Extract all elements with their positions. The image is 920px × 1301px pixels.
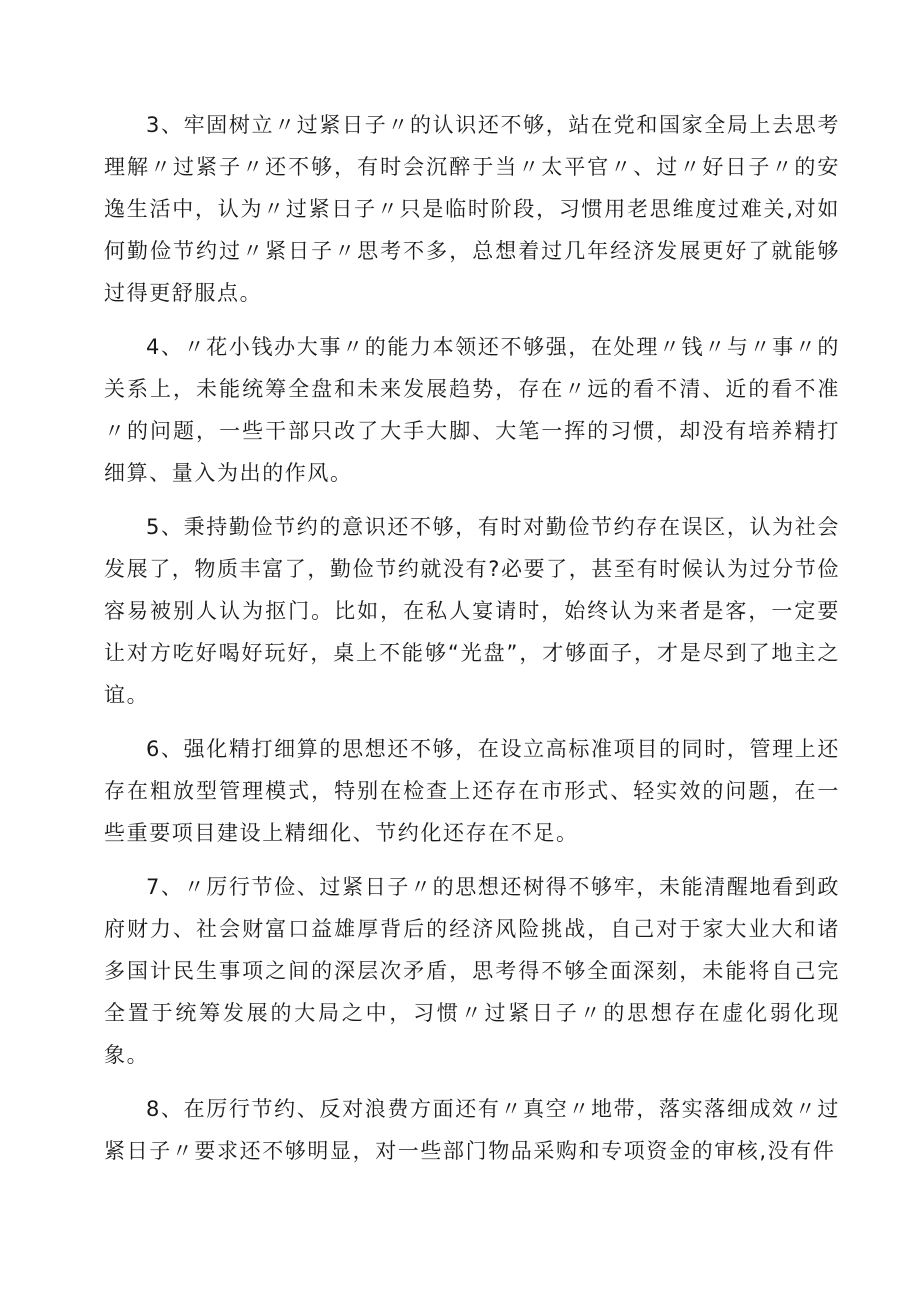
document-body	[104, 104, 840, 1184]
paragraph-3: 3、牢固树立〃过紧日子〃的认识还不够，站在党和国家全局上去思考理解〃过紧子〃还不够，有时会沉醉于当〃太平官〃、过〃好日子〃的安逸生活中，认为〃过紧日子〃只是临时阶段，习惯用老思维度过难关,对如何勤俭节约过〃紧日子〃思考不多，总想着过几年经济发展更好了就能够过得更舒服点。	[104, 113, 840, 305]
paragraph-6: 6、强化精打细算的思想还不够，在设立高标准项目的同时，管理上还存在粗放型管理模式，特别在检查上还存在市形式、轻实效的问题，在一些重要项目建设上精细化、节约化还存在不足。	[104, 737, 840, 845]
paragraph-5: 5、秉持勤俭节约的意识还不够，有时对勤俭节约存在误区，认为社会发展了，物质丰富了，勤俭节约就没有?必要了，甚至有时候认为过分节俭容易被别人认为抠门。比如，在私人宴请时，始终认为来者是客，一定要让对方吃好喝好玩好，桌上不能够“光盘”，才够面子，才是尽到了地主之谊。	[104, 515, 840, 707]
paragraph-7: 7、〃厉行节俭、过紧日子〃的思想还树得不够牢，未能清醒地看到政府财力、社会财富口益雄厚背后的经济风险挑战，自己对于家大业大和诸多国计民生事项之间的深层次矛盾，思考得不够全面深刻，未能将自己完全置于统筹发展的大局之中，习惯〃过紧日子〃的思想存在虚化弱化现象。	[104, 875, 840, 1067]
paragraph-4: 4、〃花小钱办大事〃的能力本领还不够强，在处理〃钱〃与〃事〃的关系上，未能统筹全盘和未来发展趋势，存在〃远的看不清、近的看不准〃的问题，一些干部只改了大手大脚、大笔一挥的习惯，却没有培养精打细算、量入为出的作风。	[104, 335, 840, 485]
paragraph-8: 8、在厉行节约、反对浪费方面还有〃真空〃地带，落实落细成效〃过紧日子〃要求还不够明显，对一些部门物品采购和专项资金的审核,没有件	[104, 1097, 840, 1163]
